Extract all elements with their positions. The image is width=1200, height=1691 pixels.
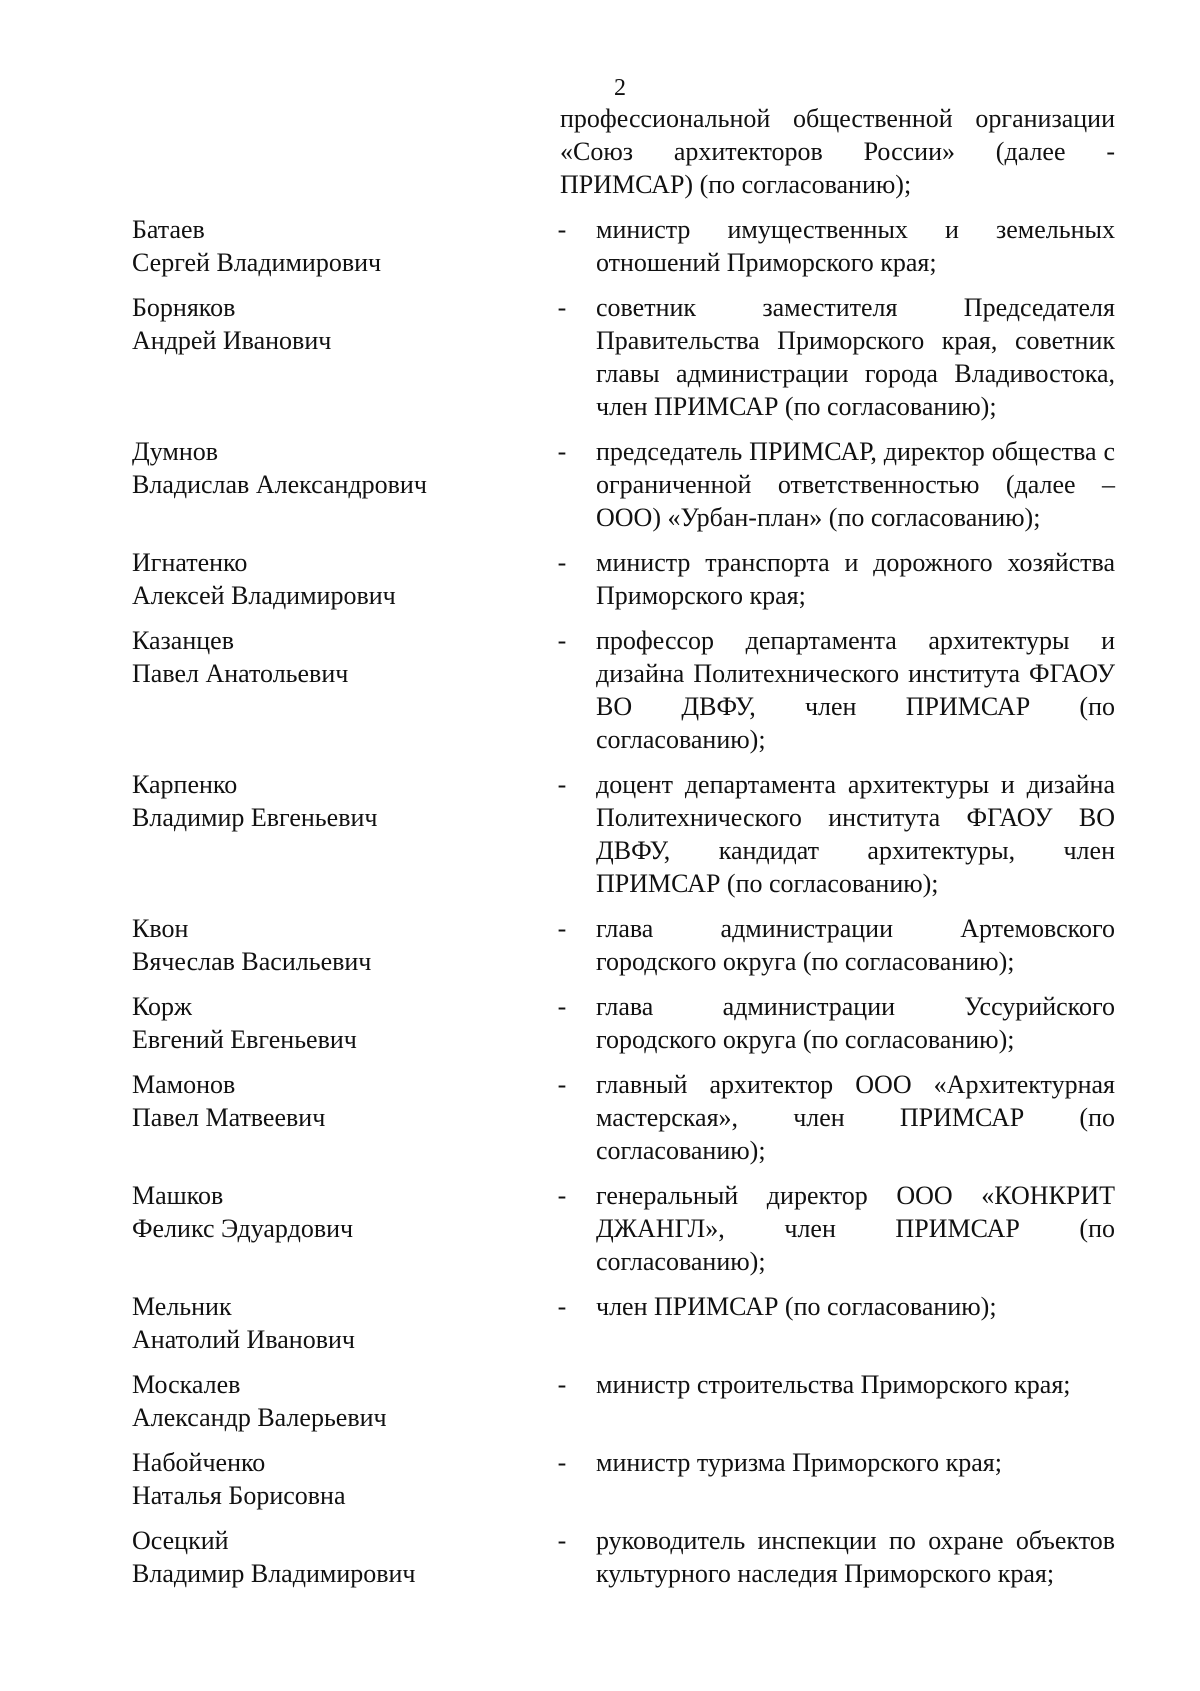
member-row <box>132 1368 1115 1434</box>
member-row <box>132 291 1115 423</box>
member-row <box>132 546 1115 612</box>
member-name <box>132 1524 520 1590</box>
member-name <box>132 990 520 1056</box>
member-name <box>132 1068 520 1167</box>
member-row <box>132 1524 1115 1590</box>
member-given-names: Сергей Владимирович <box>132 248 382 277</box>
member-given-names: Алексей Владимирович <box>132 581 396 610</box>
member-name <box>132 1290 520 1356</box>
separator-dash: - <box>557 548 567 577</box>
member-given-names: Анатолий Иванович <box>132 1325 355 1354</box>
member-surname: Игнатенко <box>132 548 248 577</box>
page-number: 2 <box>614 75 626 101</box>
member-surname: Набойченко <box>132 1448 266 1477</box>
member-surname: Корж <box>132 992 193 1021</box>
separator-dash: - <box>557 770 567 799</box>
member-given-names: Евгений Евгеньевич <box>132 1025 357 1054</box>
member-given-names: Владимир Евгеньевич <box>132 803 378 832</box>
member-given-names: Александр Валерьевич <box>132 1403 387 1432</box>
separator-dash: - <box>557 1526 567 1555</box>
member-description: министр строительства Приморского края; <box>596 1370 1071 1399</box>
member-row <box>132 435 1115 534</box>
member-description: главный архитектор ООО «Архитектурная мастерская», член ПРИМСАР (по согласованию); <box>596 1070 1115 1165</box>
lead-text-continuation: профессиональной общественной организации «Союз архитекторов России» (далее - ПРИМСАР) (по согласованию); <box>560 104 1115 199</box>
member-given-names: Владислав Александрович <box>132 470 427 499</box>
member-description: министр имущественных и земельных отношений Приморского края; <box>596 215 1115 277</box>
member-row <box>132 1068 1115 1167</box>
member-row <box>132 1290 1115 1356</box>
member-surname: Москалев <box>132 1370 241 1399</box>
member-description: профессор департамента архитектуры и дизайна Политехнического института ФГАОУ ВО ДВФУ, член ПРИМСАР (по согласованию); <box>596 626 1115 754</box>
member-description: советник заместителя Председателя Правительства Приморского края, советник главы администрации города Владивостока, член ПРИМСАР (по согласованию); <box>596 293 1115 421</box>
member-name <box>132 1446 520 1512</box>
separator-dash: - <box>557 626 567 655</box>
member-description: генеральный директор ООО «КОНКРИТ ДЖАНГЛ», член ПРИМСАР (по согласованию); <box>596 1181 1115 1276</box>
member-row <box>132 624 1115 756</box>
member-row <box>132 990 1115 1056</box>
member-name <box>132 435 520 534</box>
member-description: член ПРИМСАР (по согласованию); <box>596 1292 997 1321</box>
member-surname: Осецкий <box>132 1526 229 1555</box>
member-surname: Машков <box>132 1181 224 1210</box>
member-surname: Думнов <box>132 437 219 466</box>
member-given-names: Наталья Борисовна <box>132 1481 346 1510</box>
member-description: доцент департамента архитектуры и дизайна Политехнического института ФГАОУ ВО ДВФУ, кандидат архитектуры, член ПРИМСАР (по согласованию); <box>596 770 1115 898</box>
member-row <box>132 768 1115 900</box>
member-surname: Казанцев <box>132 626 234 655</box>
member-name <box>132 912 520 978</box>
member-description: председатель ПРИМСАР, директор общества с ограниченной ответственностью (далее – ООО) «Урбан-план» (по согласованию); <box>596 437 1115 532</box>
member-description: руководитель инспекции по охране объектов культурного наследия Приморского края; <box>596 1526 1115 1588</box>
member-surname: Борняков <box>132 293 236 322</box>
separator-dash: - <box>557 1370 567 1399</box>
member-list <box>132 213 1115 1602</box>
member-given-names: Феликс Эдуардович <box>132 1214 354 1243</box>
separator-dash: - <box>557 1292 567 1321</box>
member-row <box>132 1446 1115 1512</box>
member-name <box>132 213 520 279</box>
member-row <box>132 912 1115 978</box>
member-description: министр туризма Приморского края; <box>596 1448 1002 1477</box>
member-name <box>132 291 520 423</box>
member-surname: Мамонов <box>132 1070 236 1099</box>
separator-dash: - <box>557 914 567 943</box>
member-description: министр транспорта и дорожного хозяйства Приморского края; <box>596 548 1115 610</box>
member-given-names: Андрей Иванович <box>132 326 332 355</box>
separator-dash: - <box>557 1181 567 1210</box>
member-given-names: Владимир Владимирович <box>132 1559 416 1588</box>
member-given-names: Вячеслав Васильевич <box>132 947 372 976</box>
member-description: глава администрации Артемовского городского округа (по согласованию); <box>596 914 1115 976</box>
separator-dash: - <box>557 992 567 1021</box>
member-name <box>132 624 520 756</box>
member-name <box>132 768 520 900</box>
separator-dash: - <box>557 215 567 244</box>
separator-dash: - <box>557 1070 567 1099</box>
member-surname: Квон <box>132 914 189 943</box>
member-name <box>132 1368 520 1434</box>
member-row <box>132 1179 1115 1278</box>
separator-dash: - <box>557 1448 567 1477</box>
member-given-names: Павел Матвеевич <box>132 1103 326 1132</box>
separator-dash: - <box>557 293 567 322</box>
member-surname: Батаев <box>132 215 205 244</box>
member-description: глава администрации Уссурийского городского округа (по согласованию); <box>596 992 1115 1054</box>
member-surname: Мельник <box>132 1292 232 1321</box>
member-row <box>132 213 1115 279</box>
separator-dash: - <box>557 437 567 466</box>
member-surname: Карпенко <box>132 770 238 799</box>
member-name <box>132 1179 520 1278</box>
member-name <box>132 546 520 612</box>
member-given-names: Павел Анатольевич <box>132 659 349 688</box>
